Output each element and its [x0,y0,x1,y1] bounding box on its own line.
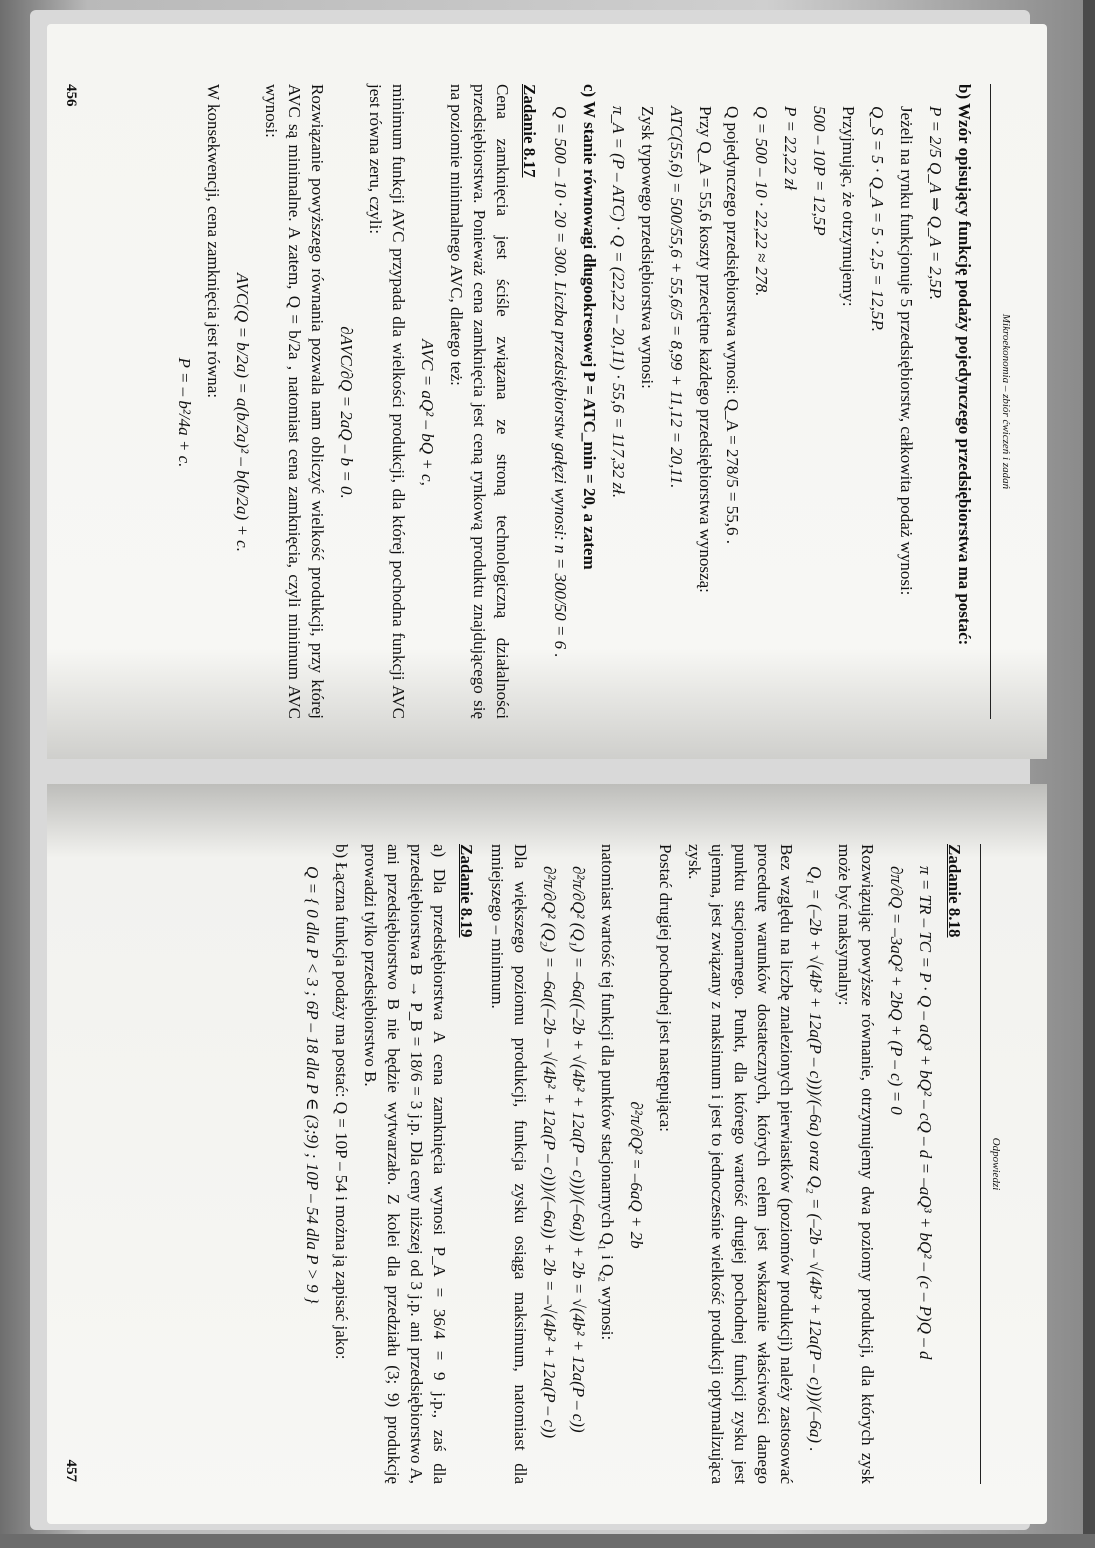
page-number-left: 456 [63,84,79,107]
text-line: a) Dla przedsiębiorstwa A cena zamknięcia wynosi P_A = 36/4 = 9 j.p., zaś dla przedsiębiorstwa B → P_B = 18/6 = 3 j.p. Dla ceny niższej od 3 j.p. ani przedsiębiorstwo A, ani przedsiębiorstwo B nie będzie wytwarzało. Z kolei dla przedziału (3; 9) produkcję prowadzi tylko przedsiębiorstwo B. [361,844,449,1484]
formula-line: Q = 500 – 10 · 22,22 ≈ 278. [752,106,771,297]
formula-line: ∂²π/∂Q² (Q₂) = –6a((–2b – √(4b² + 12a(P – c)))/(–6a)) + 2b = –√(4b² + 12a(P – c)) [540,866,559,1439]
formula-line: π_A = (P – ATC) · Q = (22,22 – 20,11) · 55,6 = 117,32 zł. [609,106,628,499]
right-page-body [301,844,966,1484]
text-line: natomiast wartość tej funkcji dla punktów stacjonarnych Q₁ i Q₂ wynosi: [598,844,617,1341]
text-line: b) Łączna funkcja podaży ma postać: Q = 10P – 54 i można ją zapisać jako: [332,844,351,1360]
running-head-right: Odpowiedzi [980,844,1007,1484]
text-line: Jeżeli na rynku funkcjonuje 5 przedsiębiorstw, całkowita podaż wynosi: [897,106,916,596]
formula-line: π = TR – TC = P · Q – aQ³ + bQ² – cQ – d = –aQ³ + bQ² – (c – P)Q – d [916,866,935,1360]
formula-line: AVC(Q = b/2a) = a(b/2a)² – b(b/2a) + c. [233,273,252,552]
left-page [47,24,1047,759]
formula-line: P = 2/5 Q_A ⇒ Q_A = 2,5P. [926,106,945,301]
right-page [47,784,1047,1524]
formula-line: AVC = aQ² – bQ + c, [418,339,437,486]
text-line: Dla większego poziomu produkcji, funkcja zysku osiąga maksimum, natomiast dla mniejszego – minimum. [488,844,530,1484]
text-line: Przyjmując, że otrzymujemy: [839,106,858,307]
text-line: Cena zamknięcia jest ściśle związana ze stroną technologiczną działalności przedsiębiorstwa. Ponieważ cena zamknięcia jest ceną rynkową produktu znajdującego się na poziomie minimalnego AVC, dlatego też: [447,84,512,719]
text-line: Q pojedynczego przedsiębiorstwa wynosi: Q_A = 278/5 = 55,6 . [723,106,742,544]
text-line: Przy Q_A = 55,6 koszty przeciętne każdego przedsiębiorstwa wynoszą: [696,106,715,593]
formula-line: Q = 500 – 10 · 20 = 300. Liczba przedsiębiorstw gałęzi wynosi: n = 300/50 = 6 . [551,106,570,658]
text-line: c) W stanie równowagi długookresowej P = ATC_min = 20, a zatem [580,84,599,570]
section-heading: Zadanie 8.19 [457,844,476,938]
text-line: Bez względu na liczbę znalezionych pierwiastków (poziomów produkcji) należy zastosować procedurę warunków dostatecznych, których celem jest wskazanie właściwości danego punktu stacjonarnego. Punkt, dla którego wartość drugiej pochodnej funkcji zysku jest ujemna, jest związany z maksimum i jest to jednocześnie wielkość produkcji optymalizująca zysk. [685,844,796,1484]
running-head-left: Mikroekonomia – zbiór ćwiczeń i zadań [990,84,1017,719]
text-line: minimum funkcji AVC przypada dla wielkości produkcji, dla której pochodna funkcji AVC jest równa zeru, czyli: [366,84,408,719]
formula-line: ∂²π/∂Q² (Q₁) = –6a((–2b + √(4b² + 12a(P – c)))/(–6a)) + 2b = √(4b² + 12a(P – c)) [569,866,588,1433]
page-number-right: 457 [63,1459,79,1482]
scanner-bottom-edge [0,1534,1095,1548]
formula-line: 500 – 10P = 12,5P [810,106,829,236]
formula-line: Q = { 0 dla P < 3 ; 6P – 18 dla P ∈ (3;9) ; 10P – 54 dla P > 9 } [303,866,322,1304]
formula-line: Q₁ = (–2b + √(4b² + 12a(P – c)))/(–6a) oraz Q₂ = (–2b – √(4b² + 12a(P – c)))/(–6a) . [806,866,825,1452]
text-line: W konsekwencji, cena zamknięcia jest równa: [204,84,223,399]
left-page-body [173,84,976,719]
formula-line: ∂AVC/∂Q = 2aQ – b = 0. [337,326,356,499]
section-heading: Zadanie 8.17 [520,84,539,178]
formula-line: ATC(55,6) = 500/55,6 + 55,6/5 = 8,99 + 11,12 = 20,11. [667,106,686,489]
text-line: b) Wzór opisujący funkcję podaży pojedynczego przedsiębiorstwa ma postać: [955,84,974,646]
book-spread [47,24,1047,1524]
formula-line: Q_S = 5 · Q_A = 5 · 2,5 = 12,5P. [868,106,887,332]
section-heading: Zadanie 8.18 [945,844,964,938]
formula-line: P = 22,22 zł [781,106,800,190]
text-line: Zysk typowego przedsiębiorstwa wynosi: [638,106,657,389]
formula-line: ∂π/∂Q = –3aQ² + 2bQ + (P – c) = 0 [887,866,906,1115]
formula-line: P = – b²/4a + c. [175,357,194,468]
formula-line: ∂²π/∂Q² = –6aQ + 2b [627,1101,646,1249]
text-line: Rozwiązując powyższe równanie, otrzymujemy dwa poziomy produkcji, dla których zysk może być maksymalny: [835,844,877,1484]
text-line: Rozwiązanie powyższego równania pozwala nam obliczyć wielkość produkcji, przy której AVC są minimalne. A zatem, Q = b/2a , natomiast cena zamknięcia, czyli minimum AVC wynosi: [262,84,327,719]
scanner-edge [1083,0,1095,1548]
text-line: Postać drugiej pochodnej jest następująca: [656,844,675,1132]
